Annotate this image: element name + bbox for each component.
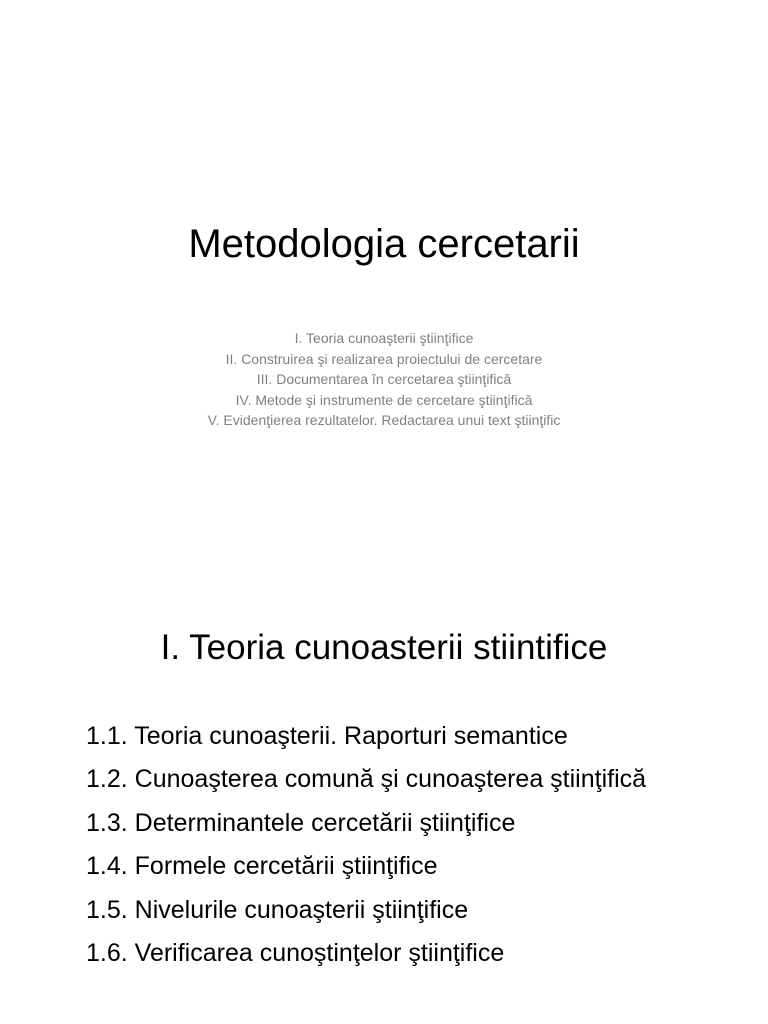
section-item: 1.6. Verificarea cunoştinţelor ştiinţifice	[86, 939, 505, 968]
section-list	[86, 715, 646, 975]
section-item: 1.5. Nivelurile cunoaşterii ştiinţifice	[86, 895, 469, 924]
chapter-title: I. Teoria cunoasterii stiintifice	[160, 628, 608, 667]
chapter-item: I. Teoria cunoaşterii ştiinţifice	[294, 330, 474, 346]
presentation-title: Metodologia cercetarii	[188, 222, 580, 266]
chapter-item: III. Documentarea în cercetarea ştiinţifică	[256, 371, 512, 388]
chapter-item: V. Evidenţierea rezultatelor. Redactarea unui text ştiinţific	[207, 412, 561, 429]
section-item: 1.2. Cunoaşterea comună şi cunoaşterea ştiinţifică	[86, 765, 647, 794]
chapter-list	[0, 328, 768, 431]
chapter-slide	[0, 512, 768, 1024]
section-item: 1.4. Formele cercetării ştiinţifice	[86, 852, 438, 881]
chapter-item: II. Construirea şi realizarea proiectului de cercetare	[225, 350, 543, 367]
section-item: 1.3. Determinantele cercetării ştiinţifice	[86, 808, 516, 837]
chapter-item: IV. Metode şi instrumente de cercetare ştiinţifică	[235, 391, 533, 408]
section-item: 1.1. Teoria cunoaşterii. Raporturi semantice	[86, 722, 568, 750]
